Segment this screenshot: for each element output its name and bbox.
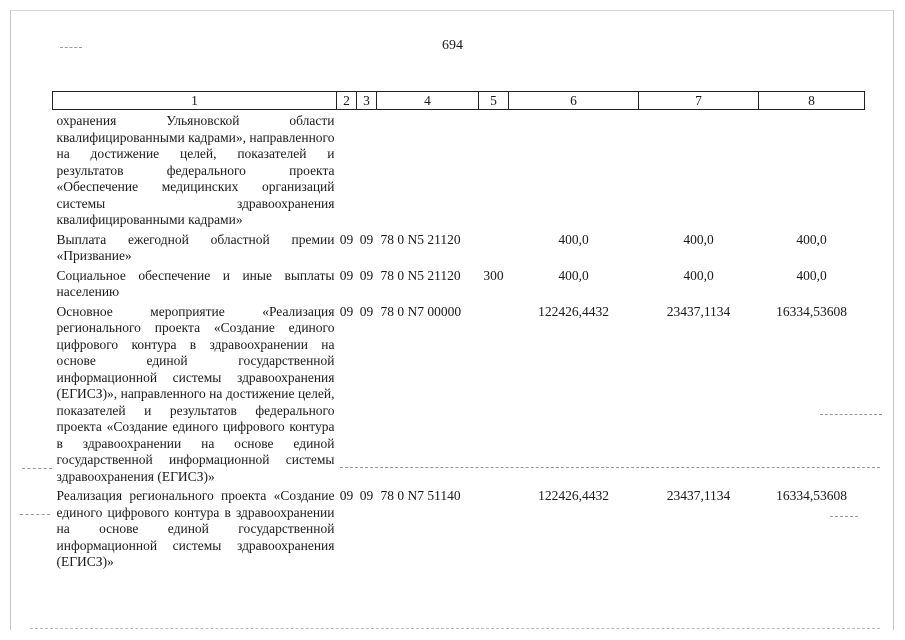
row-name: Социальное обеспечение и иные выплаты населению	[56, 267, 335, 299]
row-section: 09	[339, 488, 354, 503]
row-name: Основное мероприятие «Реализация регионального проекта «Создание единого цифрового контура в здравоохранении на основе единой государственной информационной системы здравоохранения (ЕГИСЗ)», направленного на достижение целей, показателей и результатов федерального проекта «Создание единого цифрового контура в здравоохранении на основе единой государственной информационной системы здравоохранения (ЕГИСЗ)»	[56, 303, 335, 484]
row-name: охранения Ульяновской области квалифицированными кадрами», направленного на достижение целей, показателей и результатов федерального проекта «Обеспечение медицинских организаций системы здравоохранения квалифицированными кадрами»	[56, 113, 335, 227]
row-amount-col7: 400,0	[683, 231, 714, 247]
scan-artifact-line	[30, 628, 880, 629]
column-header-4: 4	[377, 92, 479, 110]
column-header-1: 1	[53, 92, 337, 110]
column-header-7: 7	[639, 92, 759, 110]
budget-table	[52, 91, 865, 571]
row-subsection: 09	[359, 303, 374, 319]
row-amount-col7	[639, 110, 759, 229]
row-expense-type: 300	[483, 267, 504, 283]
row-subsection	[357, 110, 377, 229]
column-header-8: 8	[759, 92, 865, 110]
row-target-code	[377, 110, 479, 229]
row-target-code: 78 0 N7 00000	[380, 303, 462, 319]
row-section	[337, 110, 357, 229]
table-row	[53, 301, 865, 486]
page-number: 694	[442, 38, 463, 53]
row-amount-col6: 122426,4432	[538, 303, 609, 319]
row-amount-col6: 400,0	[558, 267, 589, 283]
row-subsection: 09	[359, 267, 374, 283]
row-amount-col8: 16334,53608	[776, 303, 847, 319]
row-amount-col6	[509, 110, 639, 229]
column-header-5: 5	[479, 92, 509, 110]
table-row	[53, 265, 865, 301]
row-name: Реализация регионального проекта «Создание единого цифрового контура в здравоохранении на основе единой государственной информационной системы здравоохранения (ЕГИСЗ)»	[56, 488, 335, 569]
scan-artifact-line	[340, 467, 880, 468]
column-header-6: 6	[509, 92, 639, 110]
row-amount-col8: 16334,53608	[776, 488, 847, 503]
row-amount-col6: 122426,4432	[538, 488, 609, 503]
row-expense-type	[479, 110, 509, 229]
row-amount-col7: 23437,1134	[666, 303, 731, 319]
scan-artifact-line	[830, 516, 858, 517]
row-section: 09	[339, 303, 354, 319]
row-amount-col8: 400,0	[796, 231, 827, 247]
column-number-row	[53, 92, 865, 110]
scan-artifact-line	[22, 468, 52, 469]
table-row	[53, 110, 865, 229]
row-amount-col8	[759, 110, 865, 229]
column-header-3: 3	[357, 92, 377, 110]
row-expense-type	[479, 229, 509, 265]
row-subsection: 09	[359, 231, 374, 247]
scan-artifact-line	[20, 514, 50, 515]
table-row	[53, 229, 865, 265]
row-target-code: 78 0 N7 51140	[380, 488, 461, 503]
scan-artifact-line	[820, 414, 882, 415]
row-amount-col8: 400,0	[796, 267, 827, 283]
row-subsection: 09	[359, 488, 374, 503]
row-section: 09	[339, 267, 354, 283]
row-target-code: 78 0 N5 21120	[380, 267, 461, 283]
row-expense-type	[479, 301, 509, 486]
row-amount-col7: 23437,1134	[666, 488, 731, 503]
row-expense-type	[479, 485, 509, 571]
row-name: Выплата ежегодной областной премии «Призвание»	[56, 231, 335, 263]
row-amount-col6: 400,0	[558, 231, 589, 247]
row-amount-col7: 400,0	[683, 267, 714, 283]
column-header-2: 2	[337, 92, 357, 110]
row-target-code: 78 0 N5 21120	[380, 231, 461, 247]
row-section: 09	[339, 231, 354, 247]
table-row	[53, 485, 865, 571]
scan-artifact-line	[60, 47, 82, 48]
